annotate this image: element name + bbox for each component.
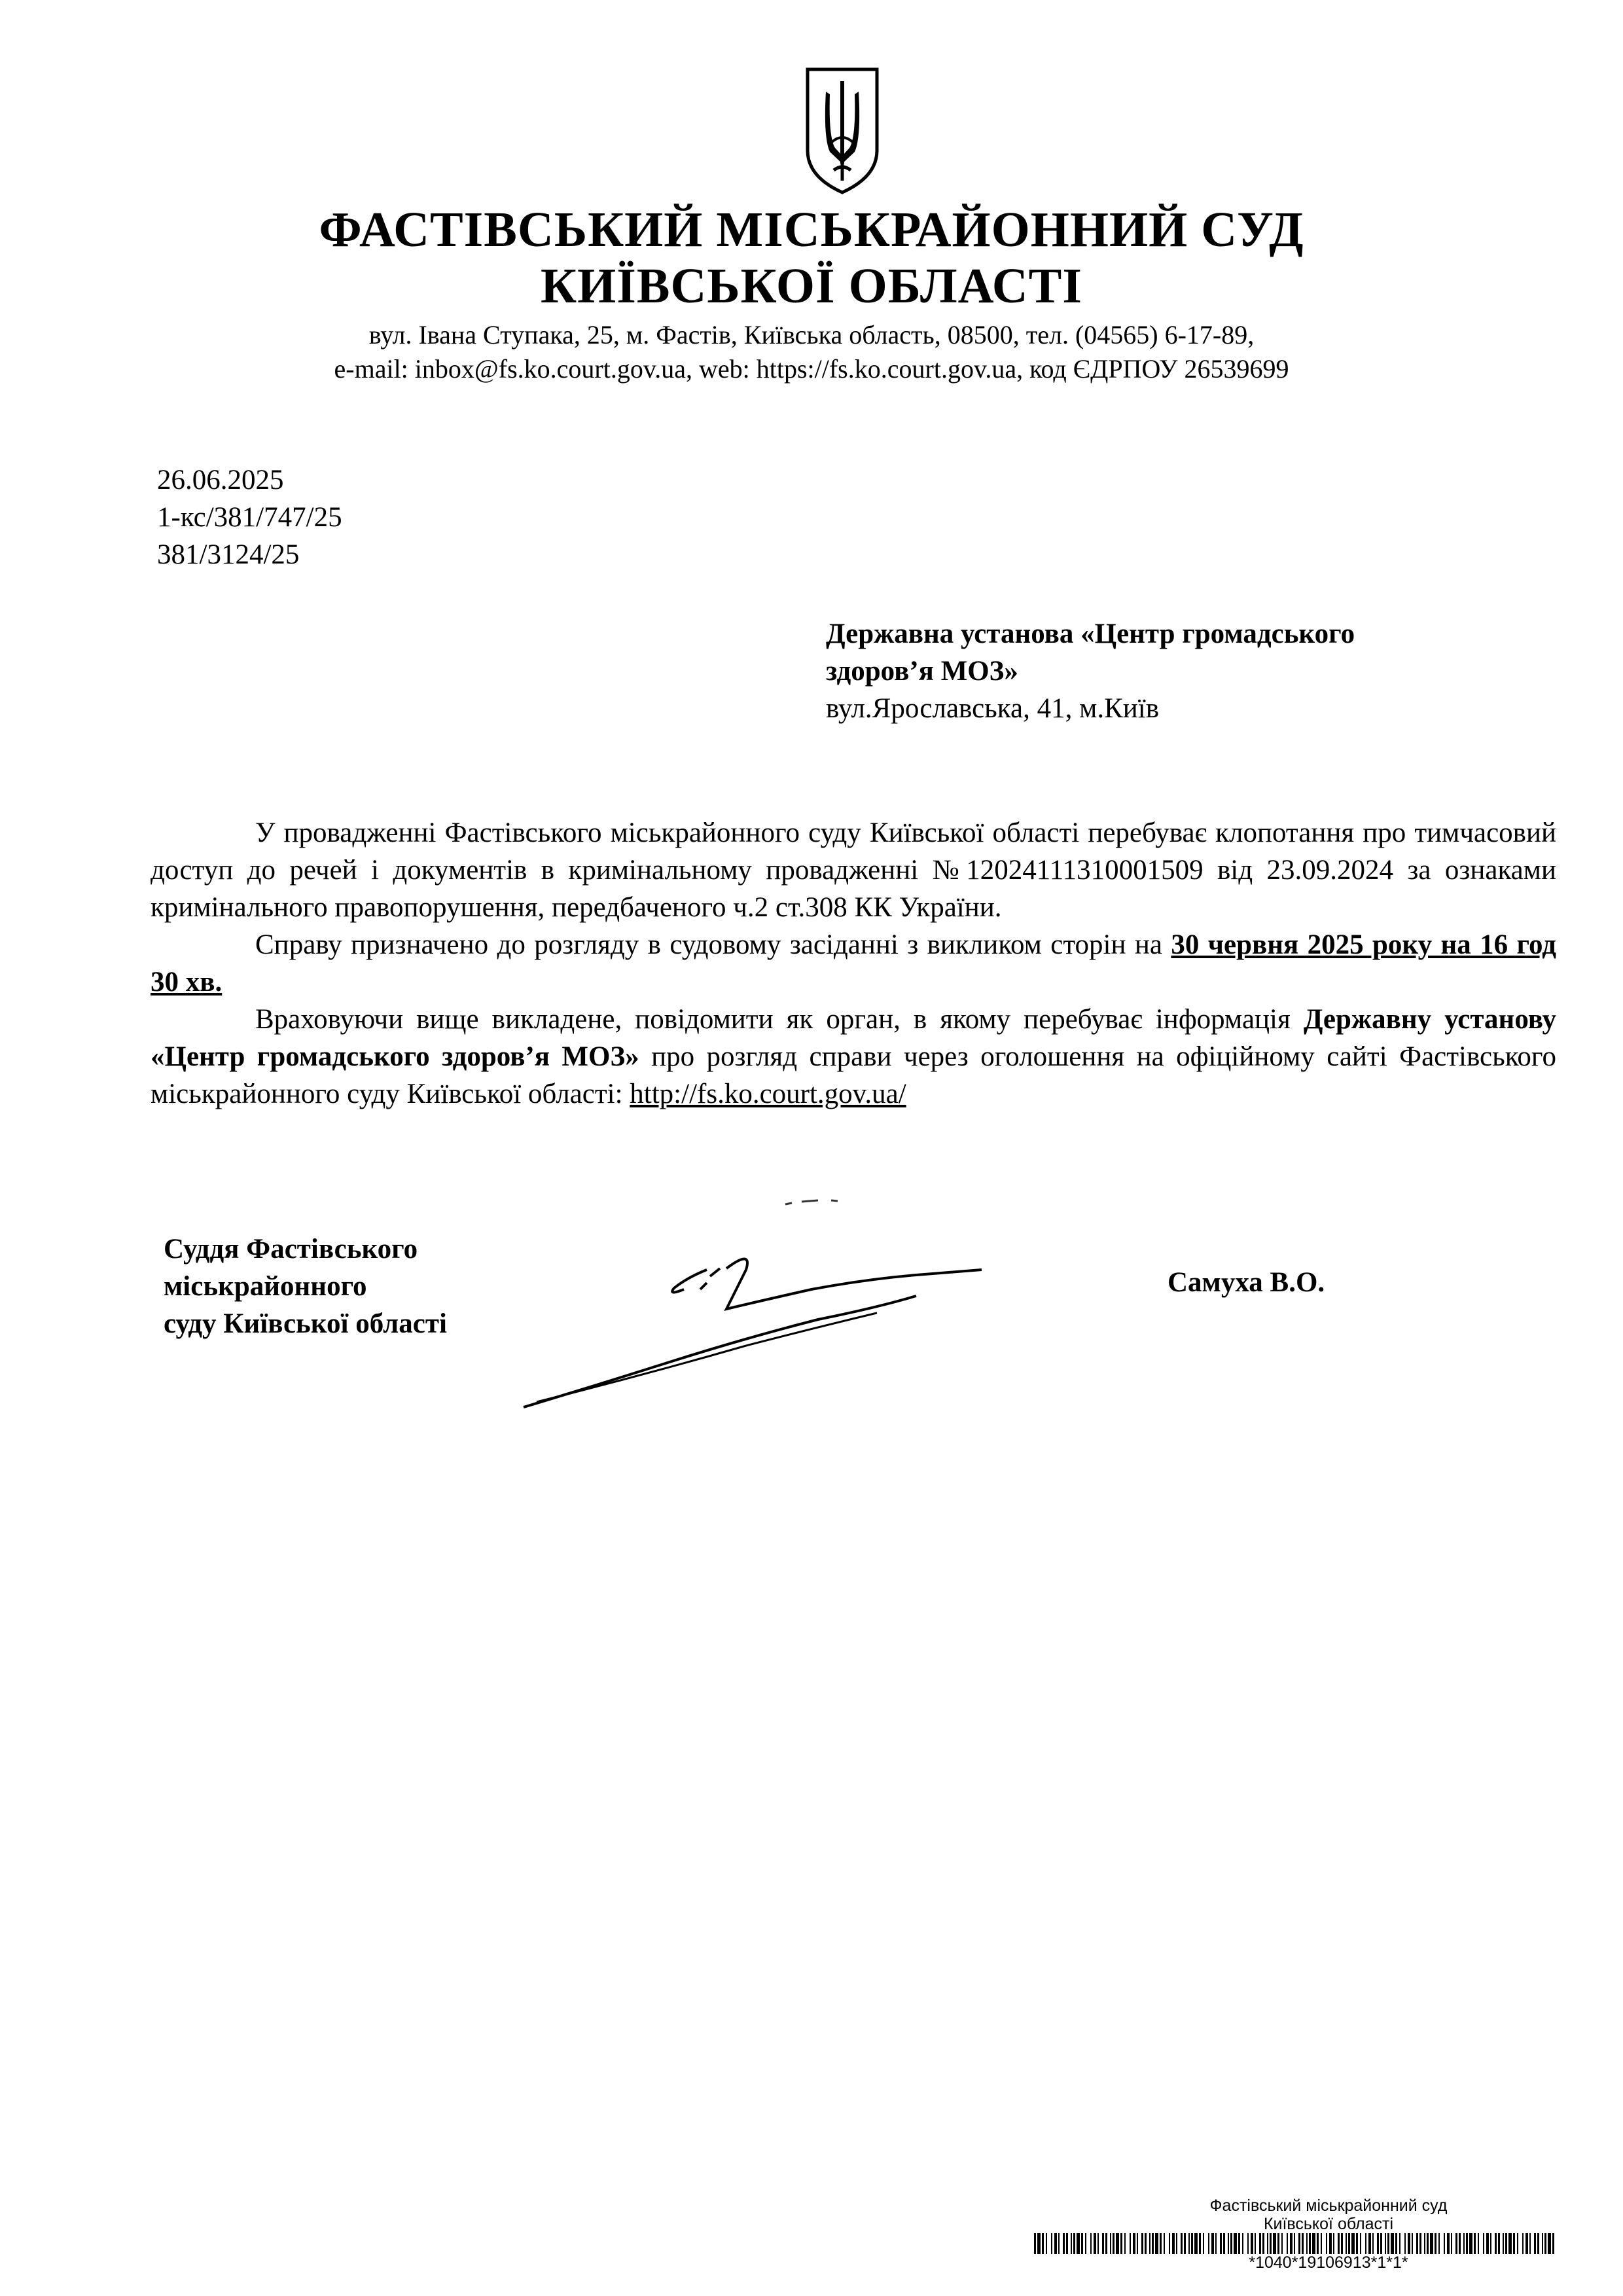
- barcode: [1034, 2233, 1558, 2254]
- barcode-bar: [1395, 2233, 1397, 2254]
- barcode-bar: [1356, 2233, 1358, 2254]
- barcode-bar: [1372, 2233, 1374, 2254]
- registration-stamp-line1: Фастівський міськрайонний суд: [1209, 2197, 1448, 2215]
- case-number: 1-кс/381/747/25: [157, 502, 342, 533]
- barcode-bar: [1525, 2233, 1528, 2254]
- barcode-bar: [1321, 2233, 1322, 2254]
- recipient-address: вул.Ярославська, 41, м.Київ: [826, 693, 1160, 724]
- barcode-bar: [1351, 2233, 1355, 2254]
- body-paragraph-2: [151, 926, 1556, 1001]
- barcode-bar: [1377, 2233, 1379, 2254]
- barcode-bar: [1459, 2233, 1461, 2254]
- barcode-bar: [1097, 2233, 1099, 2254]
- barcode-bar: [1188, 2233, 1190, 2254]
- barcode-bar: [1073, 2233, 1075, 2254]
- barcode-bar: [1054, 2233, 1057, 2254]
- judge-title-line2: міськрайонного: [164, 1271, 367, 1302]
- barcode-bar: [1191, 2233, 1193, 2254]
- barcode-bar: [1203, 2233, 1204, 2254]
- barcode-bar: [1199, 2233, 1201, 2254]
- barcode-bar: [1208, 2233, 1209, 2254]
- barcode-bar: [1149, 2233, 1150, 2254]
- barcode-bar: [1066, 2233, 1068, 2254]
- barcode-bar: [1259, 2233, 1261, 2254]
- barcode-bar: [1419, 2233, 1421, 2254]
- barcode-bar: [1522, 2233, 1524, 2254]
- barcode-bar: [1110, 2233, 1111, 2254]
- barcode-bar: [1238, 2233, 1240, 2254]
- barcode-bar: [1537, 2233, 1539, 2254]
- body-paragraph-3: [151, 1001, 1556, 1113]
- barcode-bar: [1211, 2233, 1214, 2254]
- barcode-bar: [1380, 2233, 1382, 2254]
- barcode-bar: [1309, 2233, 1311, 2254]
- barcode-bar: [1277, 2233, 1279, 2254]
- barcode-bar: [1230, 2233, 1232, 2254]
- barcode-bar: [1427, 2233, 1429, 2254]
- court-title-line2: КИЇВСЬКОЇ ОБЛАСТІ: [541, 259, 1082, 314]
- barcode-bar: [1152, 2233, 1154, 2254]
- barcode-bar: [1164, 2233, 1165, 2254]
- barcode-bar: [1113, 2233, 1115, 2254]
- barcode-bar: [1498, 2233, 1500, 2254]
- barcode-bar: [1270, 2233, 1272, 2254]
- barcode-bar: [1181, 2233, 1183, 2254]
- barcode-bar: [1333, 2233, 1334, 2254]
- court-address-line1: вул. Івана Ступака, 25, м. Фастів, Київська область, 08500, тел. (04565) 6-17-89,: [368, 320, 1255, 350]
- barcode-bar: [1517, 2233, 1518, 2254]
- barcode-bar: [1338, 2233, 1340, 2254]
- barcode-bar: [1102, 2233, 1104, 2254]
- barcode-bar: [1404, 2233, 1406, 2254]
- barcode-bar: [1042, 2233, 1044, 2254]
- barcode-bar: [1287, 2233, 1288, 2254]
- barcode-bar: [1385, 2233, 1386, 2254]
- barcode-bar: [1184, 2233, 1186, 2254]
- barcode-bar: [1490, 2233, 1491, 2254]
- barcode-bar: [1058, 2233, 1060, 2254]
- barcode-bar: [1529, 2233, 1531, 2254]
- barcode-bar: [1508, 2233, 1512, 2254]
- letter-body: [151, 814, 1556, 1113]
- barcode-bar: [1469, 2233, 1472, 2254]
- barcode-bar: [1387, 2233, 1389, 2254]
- barcode-bar: [1312, 2233, 1315, 2254]
- barcode-bar: [1503, 2233, 1504, 2254]
- judge-title-line1: Суддя Фастівського: [164, 1234, 418, 1265]
- barcode-bar: [1302, 2233, 1304, 2254]
- proceeding-number: 381/3124/25: [157, 539, 300, 570]
- notice-text-a: Враховуючи вище викладене, повідомити як орган, в якому перебуває інформація: [255, 1004, 1304, 1035]
- court-address-line2: e-mail: inbox@fs.ko.court.gov.ua, web: https://fs.ko.court.gov.ua, код ЄДРПОУ 26539699: [334, 354, 1289, 384]
- recipient-name-line2: здоров’я МОЗ»: [826, 656, 1018, 687]
- barcode-bar: [1273, 2233, 1276, 2254]
- barcode-bar: [1444, 2233, 1445, 2254]
- barcode-bar: [1172, 2233, 1175, 2254]
- barcode-bar: [1544, 2233, 1546, 2254]
- barcode-bar: [1160, 2233, 1162, 2254]
- recipient-name-line1: Державна установа «Центр громадського: [826, 619, 1355, 649]
- notice-text-b: про розгляд справи через оголошення на офіційному сайті Фастівського міськрайонного суду Київської області:: [151, 1041, 1556, 1109]
- barcode-bar: [1215, 2233, 1217, 2254]
- barcode-bar: [1341, 2233, 1343, 2254]
- barcode-bar: [1326, 2233, 1327, 2254]
- barcode-bar: [1438, 2233, 1440, 2254]
- barcode-bar: [1133, 2233, 1135, 2254]
- barcode-bar: [1063, 2233, 1065, 2254]
- barcode-bar: [1534, 2233, 1536, 2254]
- barcode-bar: [1085, 2233, 1086, 2254]
- barcode-bar: [1548, 2233, 1551, 2254]
- barcode-bar: [1478, 2233, 1479, 2254]
- barcode-bar: [1424, 2233, 1425, 2254]
- barcode-bar: [1451, 2233, 1452, 2254]
- barcode-bar: [1505, 2233, 1507, 2254]
- judge-name: Самуха В.О.: [1168, 1267, 1325, 1298]
- barcode-bar: [1105, 2233, 1107, 2254]
- barcode-bar: [1435, 2233, 1436, 2254]
- barcode-bar: [1034, 2233, 1036, 2254]
- barcode-bar: [1267, 2233, 1268, 2254]
- barcode-bar: [1329, 2233, 1332, 2254]
- barcode-bar: [1294, 2233, 1295, 2254]
- barcode-bar: [1169, 2233, 1170, 2254]
- barcode-bar: [1466, 2233, 1468, 2254]
- barcode-bar: [1116, 2233, 1119, 2254]
- barcode-bar: [1346, 2233, 1347, 2254]
- body-paragraph-1: У провадженні Фастівського міськрайонного суду Київської області перебуває клопотання про тимчасовий доступ до речей і документів в кримінальному провадженні №12024111310001509 від 23.09.2024 за ознаками кримінального правопорушення, передбаченого ч.2 ст.308 КК України.: [151, 817, 1556, 923]
- document-date: 26.06.2025: [157, 465, 284, 495]
- barcode-bar: [1145, 2233, 1147, 2254]
- barcode-bar: [1130, 2233, 1131, 2254]
- barcode-bar: [1155, 2233, 1158, 2254]
- barcode-bar: [1120, 2233, 1122, 2254]
- barcode-bar: [1094, 2233, 1096, 2254]
- recipient-block: [826, 615, 1355, 727]
- coat-of-arms-icon: [804, 65, 881, 196]
- barcode-bar: [1360, 2233, 1361, 2254]
- barcode-bar: [1141, 2233, 1143, 2254]
- barcode-bar: [1306, 2233, 1308, 2254]
- barcode-bar: [1391, 2233, 1394, 2254]
- recipient-bold-name: Державну установу «Центр громадського здоров’я МОЗ»: [151, 1004, 1556, 1072]
- court-title: [0, 202, 1623, 314]
- barcode-bar: [1194, 2233, 1198, 2254]
- barcode-bar: [1077, 2233, 1080, 2254]
- barcode-bar: [1317, 2233, 1319, 2254]
- barcode-bar: [1463, 2233, 1465, 2254]
- barcode-bar: [1552, 2233, 1554, 2254]
- barcode-bar: [1298, 2233, 1300, 2254]
- barcode-bar: [1408, 2233, 1410, 2254]
- barcode-bar: [1242, 2233, 1243, 2254]
- barcode-bar: [1255, 2233, 1256, 2254]
- court-title-line1: ФАСТІВСЬКИЙ МІСЬКРАЙОННИЙ СУД: [319, 202, 1304, 257]
- barcode-bar: [1483, 2233, 1484, 2254]
- barcode-bar: [1447, 2233, 1450, 2254]
- barcode-bar: [1365, 2233, 1366, 2254]
- barcode-bar: [1081, 2233, 1083, 2254]
- court-address: [0, 318, 1623, 386]
- barcode-bar: [1223, 2233, 1225, 2254]
- barcode-bar: [1348, 2233, 1350, 2254]
- judge-title-line3: суду Київської області: [164, 1308, 447, 1339]
- barcode-bar: [1542, 2233, 1543, 2254]
- judge-title: [164, 1230, 447, 1342]
- barcode-bar: [1412, 2233, 1413, 2254]
- court-website-link[interactable]: http://fs.ko.court.gov.ua/: [630, 1079, 906, 1109]
- barcode-bar: [1247, 2233, 1249, 2254]
- document-references: [157, 461, 342, 573]
- barcode-bar: [1430, 2233, 1433, 2254]
- barcode-bar: [1290, 2233, 1293, 2254]
- barcode-bar: [1486, 2233, 1489, 2254]
- barcode-bar: [1037, 2233, 1041, 2254]
- handwritten-signature: [510, 1191, 1008, 1427]
- barcode-bar: [1071, 2233, 1072, 2254]
- barcode-bar: [1090, 2233, 1092, 2254]
- barcode-bar: [1416, 2233, 1418, 2254]
- barcode-bar: [1176, 2233, 1177, 2254]
- barcode-bar: [1495, 2233, 1497, 2254]
- barcode-bar: [1513, 2233, 1515, 2254]
- barcode-bar: [1220, 2233, 1222, 2254]
- barcode-bar: [1455, 2233, 1457, 2254]
- hearing-notice-text: Справу призначено до розгляду в судовому засіданні з викликом сторін на: [255, 929, 1171, 960]
- barcode-bar: [1474, 2233, 1476, 2254]
- barcode-bar: [1234, 2233, 1237, 2254]
- registration-stamp-line2: Київської області: [1263, 2215, 1394, 2233]
- barcode-bar: [1046, 2233, 1047, 2254]
- barcode-bar: [1124, 2233, 1126, 2254]
- barcode-bar: [1228, 2233, 1229, 2254]
- barcode-bar: [1281, 2233, 1283, 2254]
- hearing-date: 30 червня 2025 року на 16 год 30 хв.: [151, 929, 1556, 997]
- barcode-bar: [1251, 2233, 1253, 2254]
- barcode-number: *1040*19106913*1*1*: [1249, 2253, 1408, 2272]
- barcode-bar: [1051, 2233, 1052, 2254]
- barcode-bar: [1368, 2233, 1371, 2254]
- barcode-bar: [1262, 2233, 1264, 2254]
- barcode-bar: [1399, 2233, 1400, 2254]
- barcode-bar: [1137, 2233, 1138, 2254]
